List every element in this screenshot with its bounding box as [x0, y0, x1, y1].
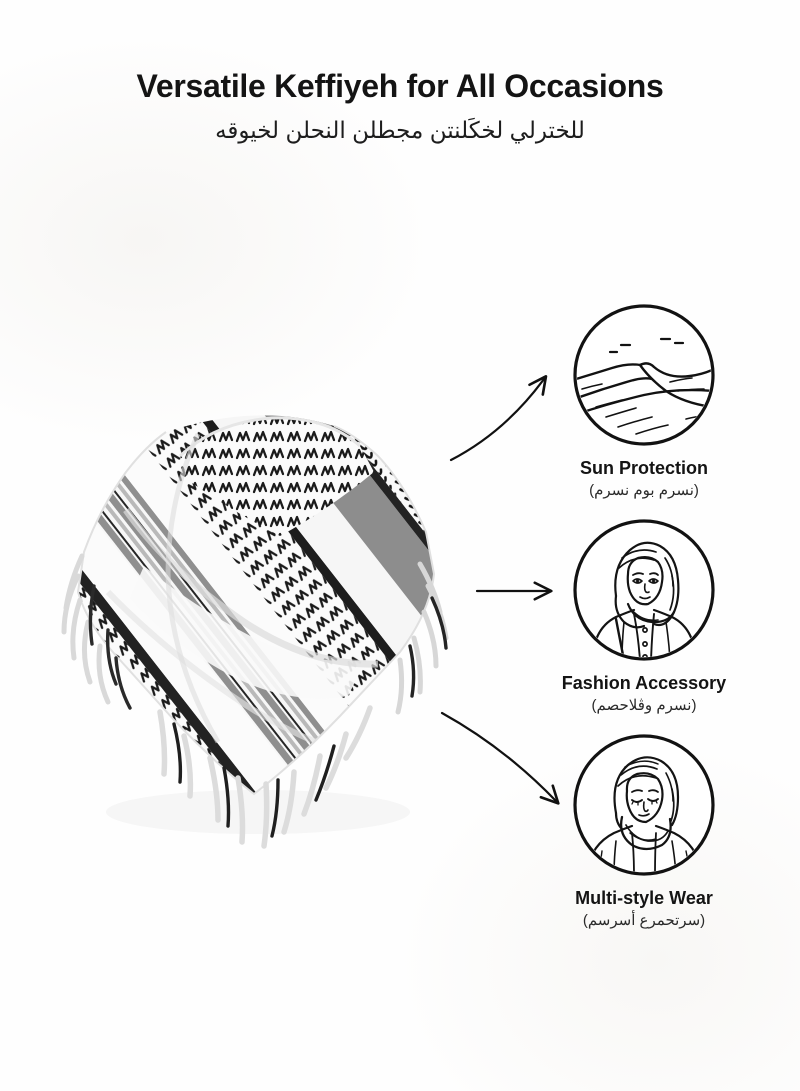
feature-label-arabic-fashion-accessory: (نسرم وڤلاحصم): [591, 697, 697, 714]
feature-label-arabic-multi-style-wear: (سرتحمرع أسرسم): [582, 912, 706, 929]
feature-label-multi-style-wear: Multi-style Wear: [575, 888, 713, 908]
feature-label-fashion-accessory: Fashion Accessory: [561, 673, 727, 693]
feature-fashion-accessory[interactable]: [524, 518, 764, 716]
page-subtitle-arabic: للخترلي لخكَلنتن مجطلن النحلن لخيوقه: [215, 117, 585, 143]
woman-headscarf-portrait-icon: [572, 518, 716, 662]
product-image-keffiyeh: [48, 360, 468, 880]
page-title: Versatile Keffiyeh for All Occasions: [136, 68, 664, 104]
feature-multi-style-wear[interactable]: [524, 733, 764, 931]
desert-dunes-icon: [572, 303, 716, 447]
header: [0, 66, 800, 145]
woman-headscarf-downcast-icon: [572, 733, 716, 877]
feature-label-arabic-sun-protection: (نسرم بوم نسرم): [589, 482, 699, 499]
feature-sun-protection[interactable]: [524, 303, 764, 501]
feature-label-sun-protection: Sun Protection: [579, 458, 708, 478]
